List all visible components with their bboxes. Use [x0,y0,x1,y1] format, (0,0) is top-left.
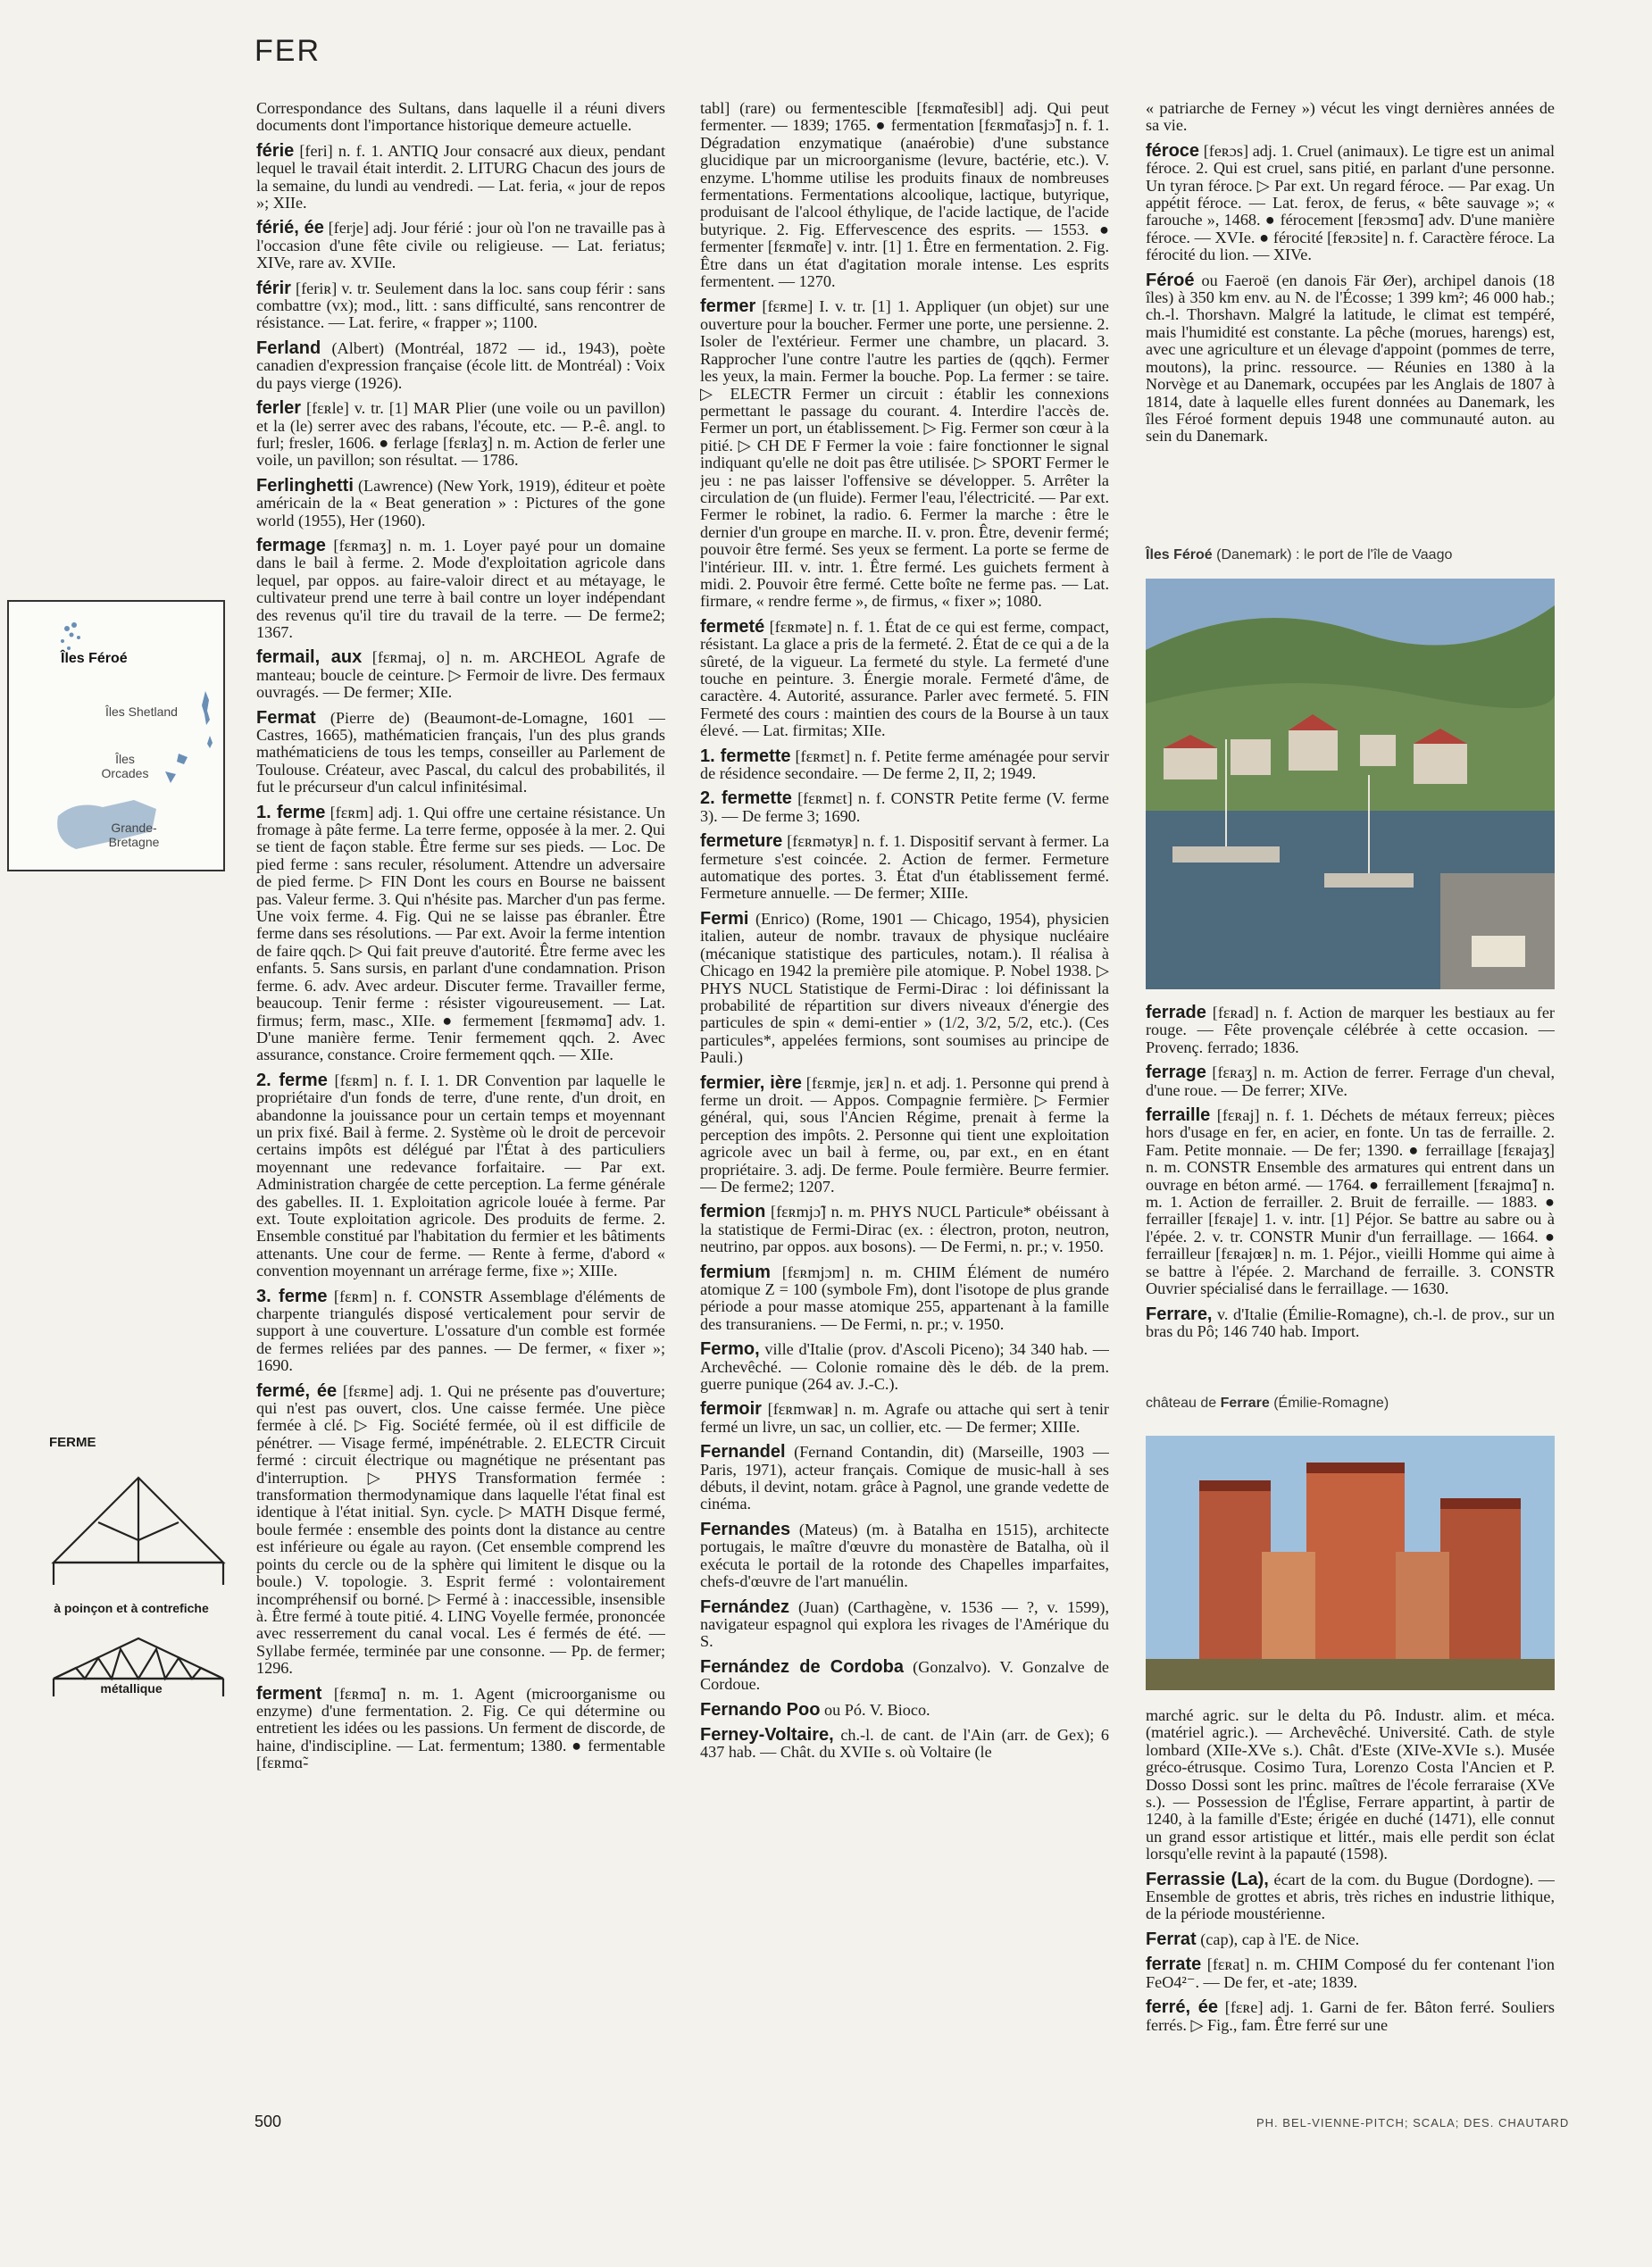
column-3-middle [1146,1004,1555,1379]
entry-headword: Fernández [700,1596,790,1617]
truss-caption-bottom: métallique [100,1681,163,1696]
entry-text: Correspondance des Sultans, dans laquelle il a réuni divers documents dont l'importance historique demeure actuelle. [256,100,665,135]
dictionary-entry [1146,1931,1555,1948]
entry-headword: féroce [1146,140,1200,161]
dictionary-entry [256,280,665,332]
dictionary-entry [1146,1004,1555,1056]
entry-headword: fermage [256,535,326,555]
entry-headword: Fernando Poo [700,1699,821,1720]
entry-headword: ferrade [1146,1004,1206,1022]
entry-headword: 1. fermette [700,746,791,766]
entry-text: [fɛʀməte] n. f. 1. État de ce qui est ferme, compact, résistant. La glace a pris de la fermeté. 2. État de ce qui a de la sûreté, de la vigueur. La fermeté du style. La fermeté d'une touche en peinture. 3. Énergie morale. Fermeté d'âme, de caractère. 4. Autorité, assurance. Parler avec fermeté. 5. FIN Fermeté des cours : maintien des cours de la Bourse à un taux élevé. — Lat. firmitas; XIIe. [700,617,1109,740]
entry-headword: fermion [700,1202,766,1222]
entry-headword: Ferney-Voltaire, [700,1724,834,1745]
entry-headword: férie [256,140,295,161]
entry-text: (Mateus) (m. à Batalha en 1515), architecte portugais, le maître d'œuvre du monastère de Batalha, où il exécuta le portail de la rotonde des Chapelles imparfaites, chefs-d'œuvre de l'art manuélin. [700,1520,1109,1591]
column-3-top [1146,100,1555,538]
dictionary-entry [700,1401,1109,1436]
ferrare-caption-name: Ferrare [1220,1396,1270,1411]
dictionary-entry [700,1204,1109,1255]
dictionary-entry [700,100,1109,290]
entry-headword: ferrate [1146,1954,1202,1975]
entry-headword: 3. ferme [256,1286,328,1306]
entry-text: « patriarche de Ferney ») vécut les vingt dernières années de sa vie. [1146,100,1555,135]
entry-text: [fɛʀmətyʀ] n. f. 1. Dispositif servant à fermer. La fermeture s'est coincée. 2. Action de fermer. Fermeture automatique des portes. 3. État d'un établissement fermé. Fermeture annuelle. — De fermer; XIIIe. [700,832,1109,903]
entry-text: [fɛʀmjɔ̃] n. m. PHYS NUCL Particule* obéissant à la statistique de Fermi-Dirac (ex. : électron, proton, neutron, neutrino, par oppos. aux bosons). — De Fermi, n. pr.; v. 1950. [700,1203,1109,1256]
map-label-shetland: Îles Shetland [105,704,178,719]
dictionary-entry [256,140,665,213]
ferrare-caption-rest: (Émilie-Romagne) [1269,1396,1389,1411]
dictionary-entry [700,748,1109,783]
entry-text: [fɛʀmɑ̃] n. m. 1. Agent (microorganisme ou enzyme) d'une fermentation. 2. Fig. Ce qui détermine ou entretient les idées ou les passions. Un ferment de discorde, de haine, d'indiscipline. — Lat. fermentum; 1380. ● fermentable [fɛʀmɑ̃- [256,1684,665,1772]
entry-headword: Ferrare, [1146,1304,1213,1324]
entry-text: (Fernand Contandin, dit) (Marseille, 1903 — Paris, 1971), acteur français. Comique de music-hall à ses débuts, il devint, notam. grâce à Pagnol, une grande vedette de cinéma. [700,1443,1109,1513]
entry-text: [fɛʀle] v. tr. [1] MAR Plier (une voile ou un pavillon) et la (le) serrer avec des rabans, l'écoute, etc. — P.-ê. angl. to furl; fresler, 1606. ● ferlage [fɛʀlaʒ] n. m. Action de ferler une voile, un pavillon; son résultat. — 1786. [256,399,665,470]
entry-text: [fɛʀmwaʀ] n. m. Agrafe ou attache qui sert à tenir fermé un livre, un sac, un collier, etc. — De fermer; XIIIe. [700,1400,1109,1436]
dictionary-entry [700,1724,1109,1762]
ferrare-caption-prefix: château de [1146,1396,1221,1411]
entry-headword: Ferlinghetti [256,475,354,496]
dictionary-entry [1146,1871,1555,1923]
entry-text: [fɛʀme] I. v. tr. [1] 1. Appliquer (un objet) sur une ouverture pour la boucher. Fermer une porte, une persienne. 2. Isoler de l'extérieur. Fermer une chambre, un placard. 3. Rapprocher l'une contre l'autre les parties de (qqch). Fermer les yeux, la main. Fermer la bouche. Pop. La fermer : se taire. ▷ ELECTR Fermer un circuit : établir les connexions permettant le passage du courant. 4. Interdire l'accès de. Fermer un port, un établissement. ▷ Fig. Fermer son cœur à la pitié. ▷ CH DE F Fermer la voie : faire fonctionner le signal indiquant qu'elle ne doit pas être utilisée. ▷ SPORT Fermer le jeu : ne pas laisser l'offensive se développer. 5. Arrêter la circulation de (un fluide). Fermer l'eau, l'électricité. — Par ext. Fermer le robinet, la radio. 6. Fermer la marche : être le dernier d'un groupe en marche. II. v. pron. Être, devenir fermé; pouvoir être fermé. Ses yeux se ferment. La porte se ferme de l'intérieur. III. v. intr. 1. Être fermé. Les guichets ferment à midi. 2. Pouvoir être fermé. Cette boîte ne ferme pas. — Lat. firmare, « rendre ferme », de firmus, « fixer »; 1080. [700,297,1109,611]
dictionary-entry [256,340,665,392]
entry-headword: fermeté [700,616,765,637]
dictionary-entry [700,1596,1109,1651]
dictionary-entry [256,535,665,641]
entry-text: [fɛʀaʒ] n. m. Action de ferrer. Ferrage d'un cheval, d'une roue. — De ferrer; XIVe. [1146,1063,1555,1099]
dictionary-entry [700,1072,1109,1196]
entry-text: (cap), cap à l'E. de Nice. [1196,1929,1360,1948]
dictionary-entry [700,1444,1109,1513]
dictionary-entry [1146,1999,1555,2034]
entry-text: [feʀɔs] adj. 1. Cruel (animaux). Le tigre est un animal féroce. 2. Qui est cruel, sans pitié, en parlant d'une personne. Un tyran féroce. ▷ Par ext. Un regard féroce. — Par exag. Un appétit féroce. — Lat. ferox, de ferus, « bête sauvage »; « farouche », 1468. ● férocement [feʀɔsmɑ̃] adv. D'une manière féroce. — XVIe. ● férocité [feʀɔsite] n. f. Caractère féroce. La férocité du lion. — XIVe. [1146,141,1555,264]
running-head: FER [254,34,321,68]
entry-text: (Juan) (Carthagène, v. 1536 — ?, v. 1599), navigateur espagnol qui explora les rivages de l'Amérique du S. [700,1597,1109,1651]
dictionary-entry [1146,100,1555,135]
entry-text: [feri] n. f. 1. ANTIQ Jour consacré aux dieux, pendant lequel le travail était interdit. 2. LITURG Chacun des jours de la semaine, du lundi au vendredi. — Lat. feria, « jour de repos »; XIIe. [256,141,665,213]
entry-headword: Fernandel [700,1442,786,1463]
dictionary-entry [256,1380,665,1678]
entry-text: (Enrico) (Rome, 1901 — Chicago, 1954), physicien italien, auteur de nombr. travaux de physique nucléaire (mécanique statistique des particules, notam.). Il réalisa à Chicago en 1942 la première pile atomique. P. Nobel 1938. ▷ PHYS NUCL Statistique de Fermi-Dirac : loi définissant la probabilité de répartition sur divers niveaux d'énergie des particules de spin « demi-entier » (1/2, 3/2, 5/2, etc.). (Ces particules*, appelées fermions, sont soumises au principe de Pauli.) [700,909,1109,1067]
dictionary-entry [700,1341,1109,1393]
entry-text: [fɛʀmaj, o] n. m. ARCHEOL Agrafe de manteau; boucle de ceinture. ▷ Fermoir de livre. Des fermaux ouvragés. — De fermer; XIIe. [256,648,665,702]
entry-text: (Pierre de) (Beaumont-de-Lomagne, 1601 — Castres, 1665), mathématicien français, l'un des plus grands mathématiciens de tous les temps, conseiller au Parlement de Toulouse. Créateur, avec Pascal, du calcul des probabilités, il fut le précurseur d'un calcul infinitésimal. [256,708,665,796]
dictionary-entry [1146,1306,1555,1341]
dictionary-entry [1146,1064,1555,1099]
faroe-location-map [7,600,225,871]
dictionary-entry [256,649,665,701]
entry-text: [fɛʀme] adj. 1. Qui ne présente pas d'ouverture; qui n'est pas ouvert, clos. Une caisse fermée. Une pièce fermée à clé. ▷ Fig. Société fermée, où il est difficile de pénétrer. — Visage fermé, impénétrable. 2. ELECTR Circuit fermé : circuit électrique ou magnétique ne présentant pas d'interruption. ▷ PHYS Transformation fermée : transformation thermodynamique dans laquelle l'état final est identique à l'état initial. Syn. cycle. ▷ MATH Disque fermé, boule fermée : ensemble des points dont la distance au centre est inférieure ou égale au rayon. (Cet ensemble comprend les points du cercle ou de la sphère qui limitent le disque ou la boule.) V. topologie. 3. Esprit fermé : volontairement incompréhensif ou borné. ▷ Fermé à : inaccessible, insensible à. Être fermé à toute pitié. 4. LING Voyelle fermée, prononcée avec resserrement du canal vocal. Les é fermés de été. — Syllabe fermée, terminée par une consonne. — Pp. de fermer; 1296. [256,1381,665,1678]
entry-text: [fɛʀmje, jɛʀ] n. et adj. 1. Personne qui prend à ferme un droit. — Appos. Compagnie fermière. ▷ Fermier général, qui, sous l'Ancien Régime, prenait à ferme la perception des impôts. 2. Personne qui tient une exploitation agricole avec un bail à ferme, ou, par ext., en en étant propriétaire. 3. adj. De ferme. Poule fermière. Beurre fermier. — De ferme2; 1207. [700,1073,1109,1196]
entry-headword: 2. fermette [700,788,792,809]
entry-text: (Albert) (Montréal, 1872 — id., 1943), poète canadien d'expression française (école litt. de Montréal) : Voix du pays vierge (1926). [256,338,665,392]
dictionary-entry [1146,272,1555,446]
dictionary-entry [700,833,1109,903]
dictionary-entry [700,1264,1109,1334]
entry-text: v. d'Italie (Émilie-Romagne), ch.-l. de prov., sur un bras du Pô; 146 740 hab. Import. [1146,1304,1555,1340]
entry-headword: Ferland [256,338,321,358]
entry-headword: férié, ée [256,218,324,238]
dictionary-entry [256,804,665,1064]
faroe-caption-name: Îles Féroé [1146,547,1213,563]
entry-headword: ferment [256,1683,322,1704]
entry-text: [fɛʀm] n. f. I. 1. DR Convention par laquelle le propriétaire d'un fonds de terre, d'une rente, d'un droit, en abandonne la jouissance pour un certain temps et moyennant un prix fixé. Bail à ferme. 2. Système où le droit de percevoir certains impôts est délégué par l'État à des particuliers moyennant une redevance forfaitaire. — Par ext. Administration chargée de cette perception. La ferme générale des gabelles. II. 1. Exploitation agricole louée à ferme. Par ext. Toute exploitation agricole. Des produits de ferme. 2. Ensemble constitué par l'habitation du fermier et les bâtiments attenants. Une cour de ferme. — Rente à ferme, d'abord « convention moyennant un arrérage ferme, fixe »; XIIIe. [256,1071,665,1280]
truss-caption-top: à poinçon et à contrefiche [54,1601,209,1615]
entry-headword: Fermo, [700,1339,760,1360]
faroe-harbour-photo [1146,579,1555,989]
column-2 [700,100,1109,2109]
dictionary-entry [1146,1107,1555,1297]
entry-text: [fɛʀmɛt] n. f. Petite ferme aménagée pour servir de résidence secondaire. — De ferme 2, II, 2; 1949. [700,746,1109,783]
map-label-faroe: Îles Féroé [61,651,128,666]
entry-headword: fermé, ée [256,1380,338,1401]
faroe-photo-art [1146,579,1555,989]
entry-text: ou Pó. V. Bioco. [820,1700,930,1719]
entry-text: marché agric. sur le delta du Pô. Industr. alim. et méca. (matériel agric.). — Archevêché. Université. Cath. de style lombard (XIIe-XVe s.). Chât. d'Este (XIVe-XVIe s.). Musée gréco-étrusque. Cosimo Tura, Lorenzo Costa l'Ancien et P. Dosso Dossi sont les princ. maîtres de l'école ferraraise (XVe s.). — Possession de l'Église, Ferrare appartint, à partir de 1240, à la famille d'Este; érigée en duché (1471), elle connut un grand essor artistique et littér., mais elle perdit son éclat lorsqu'elle revint à la papauté (1598). [1146,1707,1555,1863]
entry-text: (Gonzalvo). V. Gonzalve de Cordoue. [700,1657,1109,1694]
entry-text: [fɛʀm] n. f. CONSTR Assemblage d'éléments de charpente triangulés disposé verticalement pour servir de support à une couverture. L'ossature d'un comble est formée de fermes reliées par des pannes. — De fermer, « fixer »; 1690. [256,1287,665,1375]
entry-headword: 1. ferme [256,802,326,822]
dictionary-entry [1146,1956,1555,1991]
dictionary-entry [256,475,665,529]
dictionary-entry [256,400,665,470]
dictionary-entry [256,1288,665,1375]
entry-headword: Fernandes [700,1519,791,1539]
entry-headword: Féroé [1146,270,1195,290]
map-label-orcades: Îles Orcades [101,752,149,780]
entry-text: [ferje] adj. Jour férié : jour où l'on ne travaille pas à l'occasion d'une fête civile ou religieuse. — Lat. feriatus; XIVe, rare av. XVIIe. [256,219,665,272]
page-number: 500 [254,2113,282,2130]
ferrare-castle-photo [1146,1436,1555,1690]
entry-headword: ferré, ée [1146,1997,1219,2018]
entry-text: [fɛʀad] n. f. Action de marquer les bestiaux au fer rouge. — Fête provençale célébrée à cette occasion. — Provenç. ferrado; 1836. [1146,1004,1555,1056]
entry-headword: férir [256,278,291,298]
dictionary-entry [256,1683,665,1772]
dictionary-entry [1146,1707,1555,1863]
entry-headword: fermoir [700,1399,762,1420]
entry-headword: Fernández de Cordoba [700,1656,904,1677]
dictionary-entry [700,298,1109,610]
entry-headword: 2. ferme [256,1070,328,1090]
dictionary-entry [256,100,665,135]
dictionary-entry [700,908,1109,1067]
entry-headword: ferrage [1146,1063,1206,1083]
entry-text: [fɛʀe] adj. 1. Garni de fer. Bâton ferré. Souliers ferrés. ▷ Fig., fam. Être ferré sur une [1146,1998,1555,2034]
entry-text: (Lawrence) (New York, 1919), éditeur et poète américain de la « Beat generation » : Pictures of the gone world (1955), Her (1960). [256,476,665,529]
entry-text: ville d'Italie (prov. d'Ascoli Piceno); 34 340 hab. — Archevêché. — Colonie romaine dès le déb. de la prem. guerre punique (264 av. J.-C.). [700,1340,1109,1394]
dictionary-entry [700,790,1109,825]
entry-text: tabl] (rare) ou fermentescible [fɛʀmɑ̃tesibl] adj. Qui peut fermenter. — 1839; 1765. ● fermentation [fɛʀmɑ̃tasjɔ̃] n. f. 1. Dégradation enzymatique (anaérobie) d'une substance glucidique par un microorganisme (levure, bactérie, etc.). V. enzyme. L'homme utilise les produits finaux de nombreuses fermentations. Fermentations alcoolique, lactique, butyrique, produisant de l'alcool éthylique, de l'acide lactique, de l'acide butyrique. 2. Fig. Effervescence des esprits. — 1553. ● fermenter [fɛʀmɑ̃te] v. intr. [1] 1. Être en fermentation. 2. Fig. Être dans un état d'agitation morale intense. Les esprits fermentent. — 1270. [700,100,1109,291]
entry-text: [fɛʀmɛt] n. f. CONSTR Petite ferme (V. ferme 3). — De ferme 3; 1690. [700,789,1109,825]
entry-text: [feriʀ] v. tr. Seulement dans la loc. sans coup férir : sans combattre (vx); mod., litt. : sans difficulté, sans rencontrer de résistance. — Lat. ferire, « frapper »; 1100. [256,279,665,332]
dictionary-entry [700,1656,1109,1694]
photo-credits: PH. BEL-VIENNE-PITCH; SCALA; DES. CHAUTARD [1256,2116,1570,2129]
entry-text: [fɛʀmaʒ] n. m. 1. Loyer payé pour un domaine dans le bail à ferme. 2. Mode d'exploitation agricole dans lequel, par oppos. au faire-valoir direct et au métayage, le cultivateur prend une terre à bail contre un loyer indépendant des revenus qu'il tire du travail de la terre. — De ferme2; 1367. [256,536,665,641]
entry-text: [fɛʀaj] n. f. 1. Déchets de métaux ferreux; pièces hors d'usage en fer, en acier, en fonte. Un tas de ferraille. 2. Fam. Petite monnaie. — De fer; 1390. ● ferraillage [fɛʀajaʒ] n. m. CONSTR Ensemble des armatures qui entrent dans un ouvrage en béton armé. — 1764. ● ferraillement [fɛʀajmɑ̃] n. m. 1. Action de ferrailler. 2. Bruit de ferraille. — 1883. ● ferrailler [fɛʀaje] 1. v. intr. [1] Péjor. Se battre au sabre ou à l'épée. 2. v. tr. CONSTR Munir d'un ferraillage. — 1664. ● ferrailleur [fɛʀajœʀ] n. m. 1. Péjor., vieilli Homme qui aime à se battre à l'épée. 2. Marchand de ferraille. 3. CONSTR Ouvrier spécialisé dans le ferraillage. — 1630. [1146,1106,1555,1298]
truss-title: FERME [49,1435,96,1450]
column-1 [256,100,665,2109]
entry-headword: fermier, ière [700,1072,802,1093]
entry-headword: Ferrassie (La), [1146,1869,1269,1889]
entry-headword: Ferrat [1146,1929,1197,1949]
entry-headword: fermium [700,1262,771,1282]
faroe-caption-rest: (Danemark) : le port de l'île de Vaago [1212,547,1453,563]
entry-headword: Fermi [700,908,749,929]
dictionary-entry [700,616,1109,740]
dictionary-entry [1146,140,1555,264]
entry-text: [fɛʀat] n. m. CHIM Composé du fer contenant l'ion FeO4²⁻. — De fer, et -ate; 1839. [1146,1955,1555,1991]
ferrare-photo-caption [1146,1396,1556,1412]
dictionary-entry [256,1072,665,1280]
dictionary-entry [700,1521,1109,1591]
dictionary-entry [700,1699,1109,1720]
dictionary-entry [256,707,665,796]
entry-headword: Fermat [256,707,316,728]
entry-text: [fɛʀmjɔm] n. m. CHIM Élément de numéro atomique Z = 100 (symbole Fm), dont l'isotope de plus grande période a pour masse atomique 255, appartenant à la famille des transuraniens. — De Fermi, n. pr.; v. 1950. [700,1263,1109,1333]
ferrare-photo-art [1146,1436,1555,1690]
truss-illustration [49,1460,228,1701]
column-3-bottom [1146,1707,1555,2100]
entry-headword: ferraille [1146,1105,1211,1126]
entry-headword: fermeture [700,831,783,852]
entry-text: ou Faeroë (en danois Fär Øer), archipel danois (18 îles) à 350 km env. au N. de l'Écosse; 1 399 km²; 46 000 hab.; ch.-l. Thorshavn. Malgré la latitude, le climat est tempéré, mais l'humidité est constante. La pêche (morues, harengs) est, avec une agriculture et un élevage d'appoint (pommes de terre, moutons), la princ. ressource. — Réunies en 1380 à la Norvège et au Danemark, occupées par les Anglais de 1807 à 1814, date à laquelle elles furent données au Danemark, les îles Féroé forment depuis 1948 une communauté auton. au sein du Danemark. [1146,271,1555,446]
entry-headword: fermail, aux [256,647,363,668]
entry-headword: ferler [256,398,302,419]
entry-headword: fermer [700,296,756,317]
entry-text: [fɛʀm] adj. 1. Qui offre une certaine résistance. Un fromage à pâte ferme. La terre ferme, opposée à la mer. 2. Qui se tient de façon stable. Être ferme sur ses pieds. — Loc. De pied ferme : sans reculer, résolument. Attendre un adversaire de pied ferme. ▷ FIN Dont les cours en Bourse ne baissent pas. Valeur ferme. 3. Qui n'hésite pas. Marcher d'un pas ferme. Une voix ferme. 4. Fig. Qui ne se laisse pas ébranler. Être ferme dans ses résolutions. — Par ext. Avoir la ferme intention de faire qqch. ▷ Qui fait preuve d'autorité. Être ferme avec les enfants. 5. Sans sursis, en parlant d'une condamnation. Prison ferme. 6. adv. Avec ardeur. Discuter ferme. Travailler ferme, beaucoup. Tenir ferme : résister vigoureusement. — Lat. firmus; ferm, masc., XIIe. ● fermement [fɛʀməmɑ̃] adv. 1. D'une manière ferme. Tenir fermement qqch. 2. Avec assurance, constance. Croire fermement qqch. — XIIe. [256,803,665,1064]
entry-text: écart de la com. du Bugue (Dordogne). — Ensemble de grottes et abris, très riches en industrie lithique, de la période moustérienne. [1146,1870,1555,1923]
entry-text: ch.-l. de cant. de l'Ain (arr. de Gex); 6 437 hab. — Chât. du XVIIe s. où Voltaire (le [700,1725,1109,1762]
faroe-photo-caption [1146,547,1556,563]
dictionary-entry [256,220,665,271]
map-label-great-britain: Grande-Bretagne [108,821,160,849]
